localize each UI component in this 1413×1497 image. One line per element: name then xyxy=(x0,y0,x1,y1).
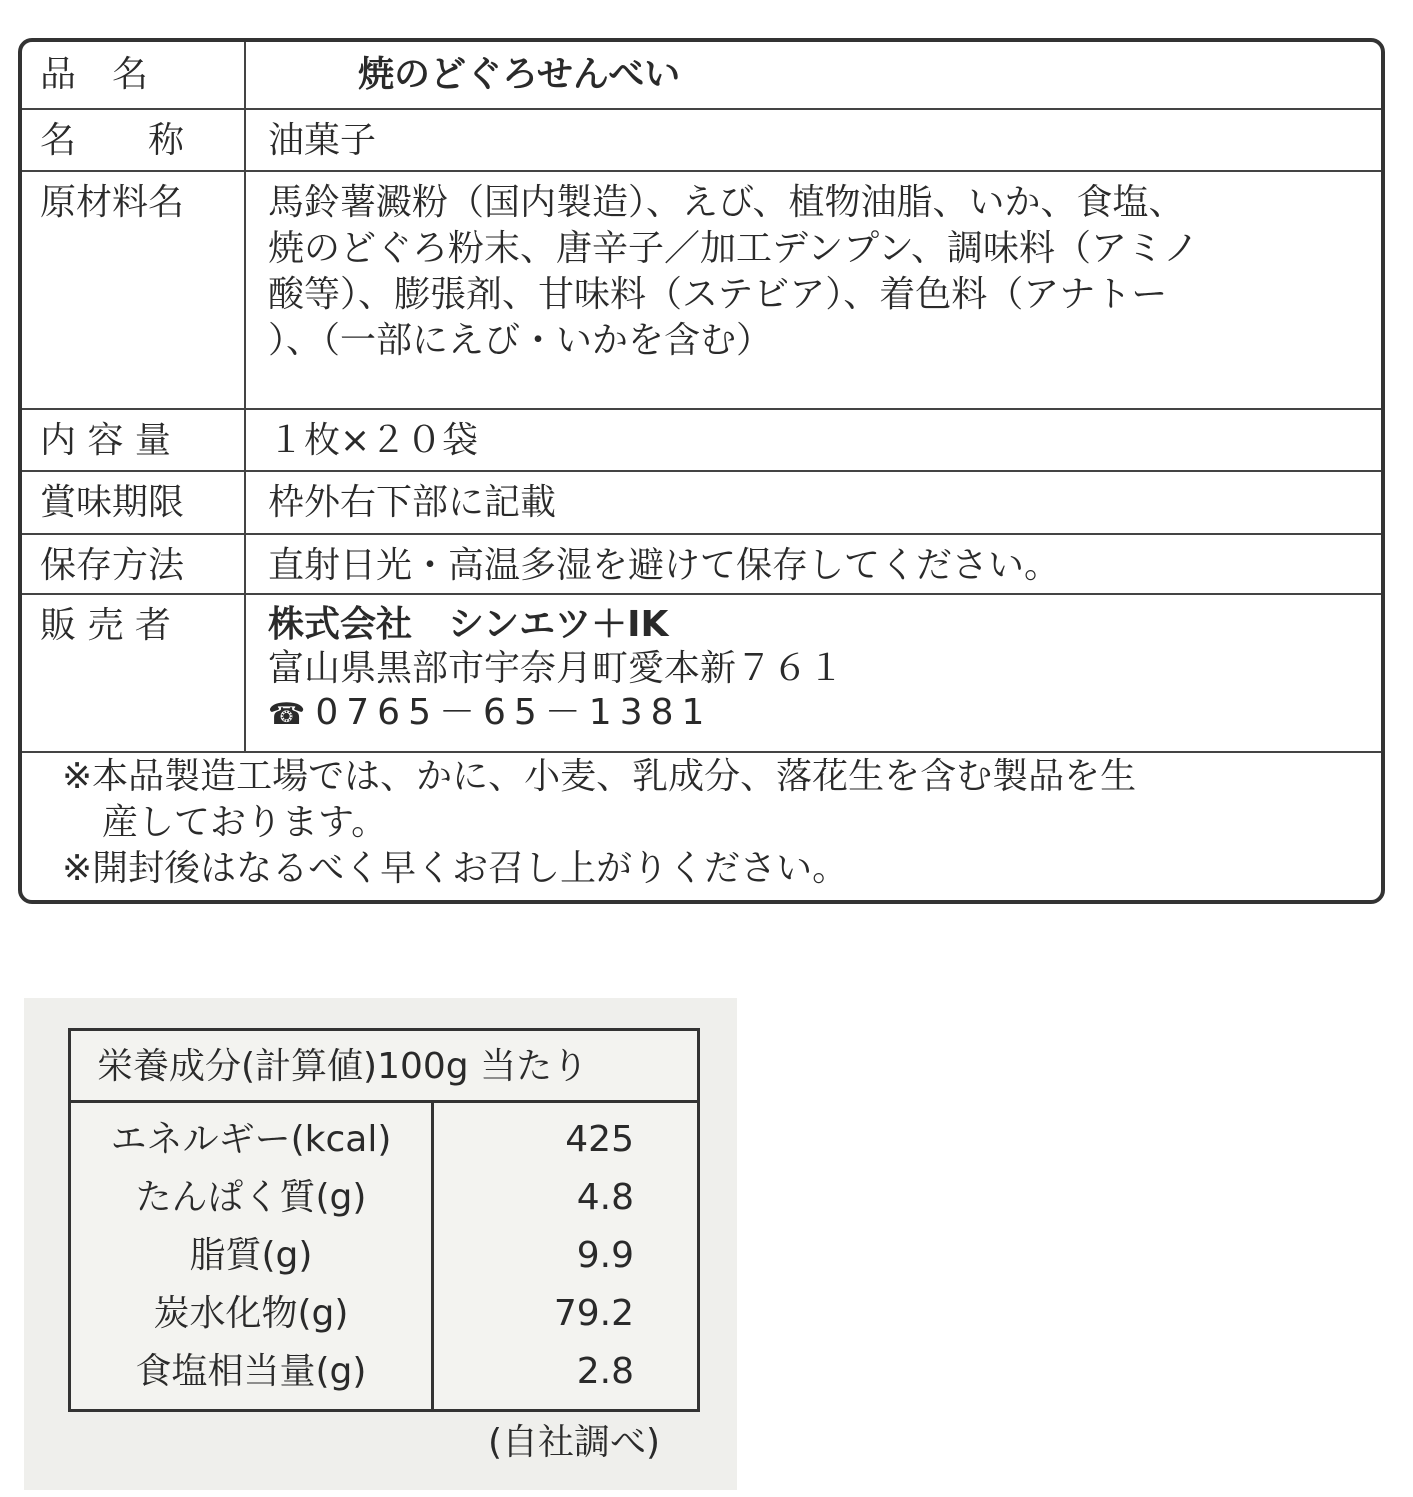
nutrition-row xyxy=(71,1227,697,1285)
product-label-table xyxy=(18,38,1385,904)
contents-value: １枚×２０袋 xyxy=(268,420,479,461)
row-expiry xyxy=(22,470,1381,535)
product-name-value: 焼のどぐろせんべい xyxy=(358,54,681,95)
row-ingredients xyxy=(22,170,1381,410)
seller-phone xyxy=(268,691,1361,737)
seller-value xyxy=(268,593,1361,737)
nutrition-row xyxy=(71,1169,697,1227)
nutrition-label: たんぱく質(g) xyxy=(135,1177,367,1218)
ingredients-line: 馬鈴薯澱粉（国内製造）、えび、植物油脂、いか、食塩、 xyxy=(268,182,1185,223)
nutrition-source-note: (自社調べ) xyxy=(488,1422,661,1463)
seller-company: 株式会社 シンエツ＋IK xyxy=(268,604,669,645)
nutrition-label: 食塩相当量(g) xyxy=(135,1351,367,1392)
kind-value: 油菓子 xyxy=(268,120,377,161)
ingredients-line: 酸等）、膨張剤、甘味料（ステビア）、着色料（アナトー xyxy=(268,274,1168,315)
nutrition-label: 脂質(g) xyxy=(189,1235,313,1276)
expiry-value: 枠外右下部に記載 xyxy=(268,482,557,523)
seller-label: 販 売 者 xyxy=(22,593,246,751)
row-kind xyxy=(22,108,1381,172)
nutrition-value: 425 xyxy=(565,1119,634,1160)
nutrition-value: 4.8 xyxy=(576,1177,634,1218)
kind-label: 名 称 xyxy=(22,108,246,170)
ingredients-line: 焼のどぐろ粉末、唐辛子／加工デンプン、調味料（アミノ xyxy=(268,228,1199,269)
contents-label: 内 容 量 xyxy=(22,408,246,470)
nutrition-row xyxy=(71,1285,697,1343)
note-line: ※本品製造工場では、かに、小麦、乳成分、落花生を含む製品を生 xyxy=(62,756,1137,797)
nutrition-value: 9.9 xyxy=(576,1235,634,1276)
note-line: 産しております。 xyxy=(102,802,388,843)
telephone-icon: ☎ xyxy=(268,697,306,732)
nutrition-value: 79.2 xyxy=(553,1293,634,1334)
row-seller xyxy=(22,593,1381,753)
nutrition-row xyxy=(71,1343,697,1401)
seller-address: 富山県黒部市宇奈月町愛本新７６１ xyxy=(268,648,845,689)
nutrition-header: 栄養成分(計算値)100g 当たり xyxy=(71,1031,697,1103)
nutrition-row xyxy=(71,1111,697,1169)
product-name-label: 品 名 xyxy=(22,42,246,108)
ingredients-line: ）、（一部にえび・いかを含む） xyxy=(268,320,773,361)
ingredients-label: 原材料名 xyxy=(22,170,246,408)
nutrition-label: エネルギー(kcal) xyxy=(110,1119,392,1160)
note-line: ※開封後はなるべく早くお召し上がりください。 xyxy=(62,848,849,889)
label-notes xyxy=(62,754,1351,892)
nutrition-label: 炭水化物(g) xyxy=(153,1293,349,1334)
row-contents xyxy=(22,408,1381,472)
row-storage xyxy=(22,533,1381,595)
nutrition-table xyxy=(68,1028,700,1412)
storage-value: 直射日光・高温多湿を避けて保存してください。 xyxy=(268,545,1061,586)
phone-number: 0765－65－1381 xyxy=(315,692,713,733)
nutrition-value: 2.8 xyxy=(576,1351,634,1392)
expiry-label: 賞味期限 xyxy=(22,470,246,533)
row-product-name xyxy=(22,42,1381,110)
storage-label: 保存方法 xyxy=(22,533,246,593)
ingredients-value xyxy=(268,170,1361,364)
